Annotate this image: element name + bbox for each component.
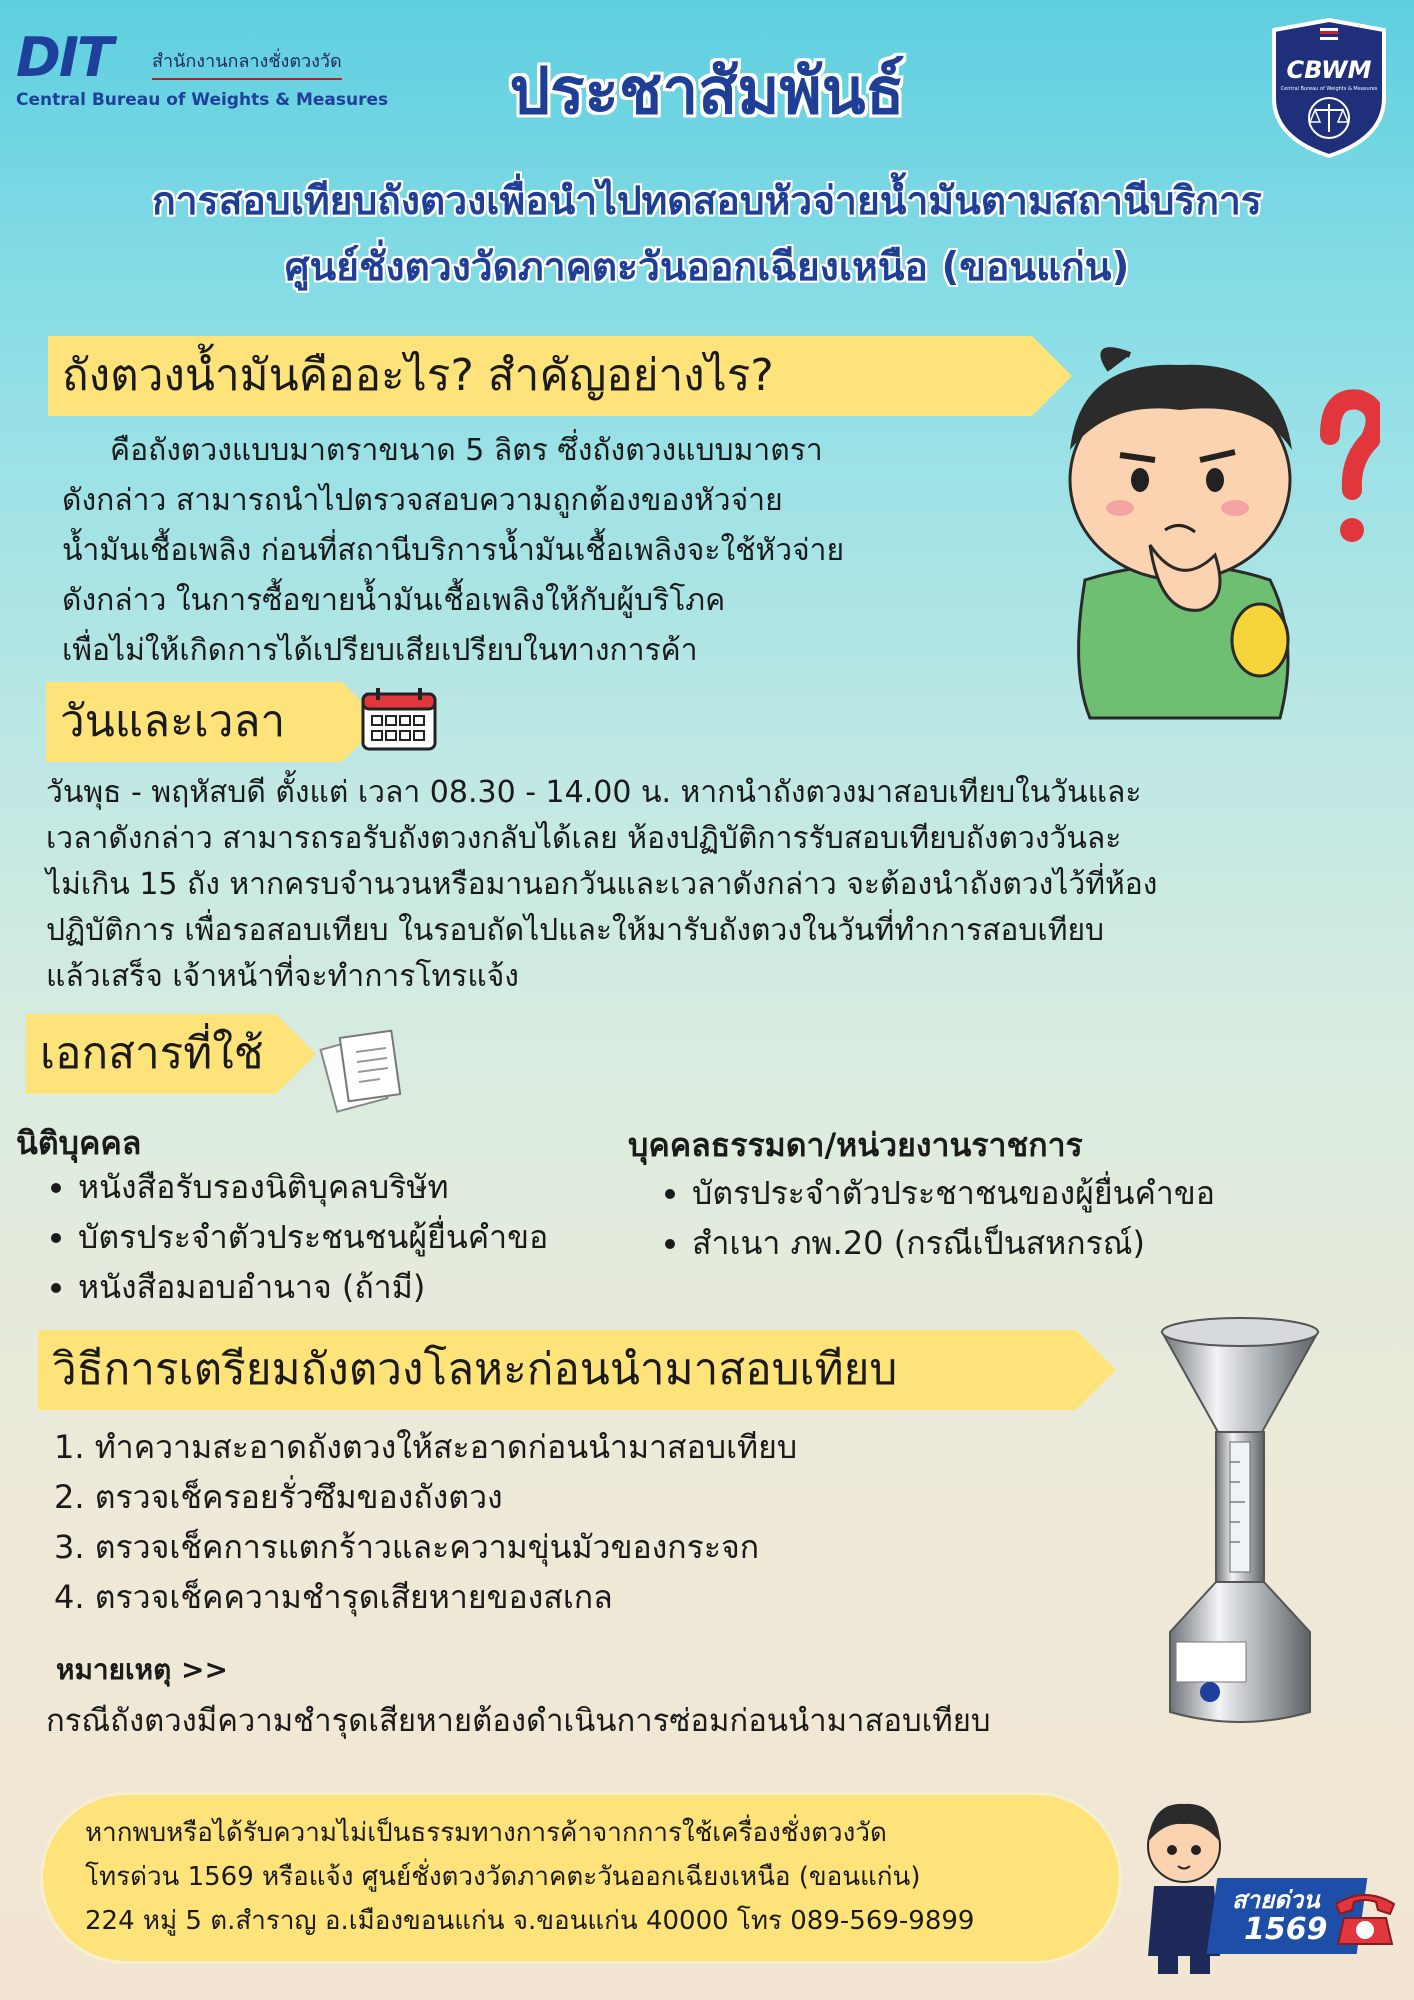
section-time-text [46,770,1386,1000]
hotline-label: สายด่วน [1232,1886,1320,1914]
cbwm-text: CBWM [1286,56,1372,84]
section-prep-heading: วิธีการเตรียมถังตวงโลหะก่อนนำมาสอบเทียบ [52,1344,898,1395]
dit-thai-name: สำนักงานกลางชั่งตวงวัด [152,46,342,80]
contact-line2: โทรด่วน 1569 หรือแจ้ง ศูนย์ชั่งตวงวัดภาคตะวันออกเฉียงเหนือ (ขอนแก่น) [85,1862,921,1892]
metal-measure-can-image [1150,1312,1330,1732]
hotline-number: 1569 [1244,1912,1328,1947]
page-title: ประชาสัมพันธ์ [509,55,905,129]
what-line: เพื่อไม่ให้เกิดการได้เปรียบเสียเปรียบในทางการค้า [62,633,698,668]
natural-item: • บัตรประจำตัวประชาชนของผู้ยื่นคำขอ [692,1168,1392,1218]
natural-list [658,1168,1392,1268]
time-line: วันพุธ - พฤหัสบดี ตั้งแต่ เวลา 08.30 - 14.00 น. หากนำถังตวงมาสอบเทียบในวันและ [46,775,1142,810]
section-prep-banner [38,1330,1076,1410]
red-telephone-icon [1330,1882,1400,1952]
contact-line3: 224 หมู่ 5 ต.สำราญ อ.เมืองขอนแก่น จ.ขอนแก่น 40000 โทร 089-569-9899 [85,1906,975,1936]
hotline-badge [1212,1872,1402,1960]
juristic-list [44,1162,678,1312]
section-what-text [62,426,1022,676]
subtitle-line1: การสอบเทียบถังตวงเพื่อนำไปทดสอบหัวจ่ายน้ำมันตามสถานีบริการ [152,179,1262,224]
prep-step: 2. ตรวจเช็ครอยรั่วซึมของถังตวง [54,1478,503,1516]
question-mark-icon [1330,399,1376,490]
prep-step: 4. ตรวจเช็คความชำรุดเสียหายของสเกล [54,1578,613,1616]
section-time-banner [46,682,342,762]
calendar-icon [360,686,438,752]
natural-title: บุคคลธรรมดา/หน่วยงานราชการ [628,1126,1083,1164]
section-docs-heading: เอกสารที่ใช้ [40,1028,264,1079]
documents-icon [318,1024,408,1114]
cbwm-small-text: Central Bureau of Weights & Measures [1280,86,1378,92]
contact-line1: หากพบหรือได้รับความไม่เป็นธรรมทางการค้าจากการใช้เครื่องชั่งตวงวัด [85,1818,887,1848]
dit-english-name: Central Bureau of Weights & Measures [16,90,389,110]
what-line: ดังกล่าว ในการซื้อขายน้ำมันเชื้อเพลิงให้กับผู้บริโภค [62,583,726,618]
time-line: เวลาดังกล่าว สามารถรอรับถังตวงกลับได้เลย ห้องปฏิบัติการรับสอบเทียบถังตวงวันละ [46,821,1122,856]
prep-step: 3. ตรวจเช็คการแตกร้าวและความขุ่นมัวของกระจก [54,1528,760,1566]
section-what-banner [48,336,1032,416]
contact-box [40,1792,1122,1964]
natural-item: • สำเนา ภพ.20 (กรณีเป็นสหกรณ์) [692,1218,1392,1268]
time-line: ไม่เกิน 15 ถัง หากครบจำนวนหรือมานอกวันและเวลาดังกล่าว จะต้องนำถังตวงไว้ที่ห้อง [46,867,1158,902]
prep-step: 1. ทำความสะอาดถังตวงให้สะอาดก่อนนำมาสอบเทียบ [54,1428,798,1466]
subtitle-line2: ศูนย์ชั่งตวงวัดภาคตะวันออกเฉียงเหนือ (ขอนแก่น) [284,245,1130,290]
thinking-boy-illustration [1030,340,1380,720]
what-line: คือถังตวงแบบมาตราขนาด 5 ลิตร ซึ่งถังตวงแบบมาตรา [110,433,823,468]
section-what-heading: ถังตวงน้ำมันคืออะไร? สำคัญอย่างไร? [62,350,774,401]
time-line: แล้วเสร็จ เจ้าหน้าที่จะทำการโทรแจ้ง [46,959,519,994]
juristic-item: • หนังสือมอบอำนาจ (ถ้ามี) [78,1262,678,1312]
what-line: น้ำมันเชื้อเพลิง ก่อนที่สถานีบริการน้ำมันเชื้อเพลิงจะใช้หัวจ่าย [62,533,845,568]
what-line: ดังกล่าว สามารถนำไปตรวจสอบความถูกต้องของหัวจ่าย [62,483,783,518]
section-docs-banner [26,1014,276,1094]
juristic-item: • บัตรประจำตัวประชนชนผู้ยื่นคำขอ [78,1212,678,1262]
section-time-heading: วันและเวลา [60,696,286,747]
dit-logo: DIT [16,26,112,89]
juristic-item: • หนังสือรับรองนิติบุคลบริษัท [78,1162,678,1212]
prep-steps [54,1422,1114,1622]
note-text: กรณีถังตวงมีความชำรุดเสียหายต้องดำเนินการซ่อมก่อนนำมาสอบเทียบ [46,1703,991,1739]
juristic-title: นิติบุคคล [16,1124,142,1162]
note-label: หมายเหตุ >> [56,1653,228,1686]
time-line: ปฏิบัติการ เพื่อรอสอบเทียบ ในรอบถัดไปและให้มารับถังตวงในวันที่ทำการสอบเทียบ [46,913,1105,948]
